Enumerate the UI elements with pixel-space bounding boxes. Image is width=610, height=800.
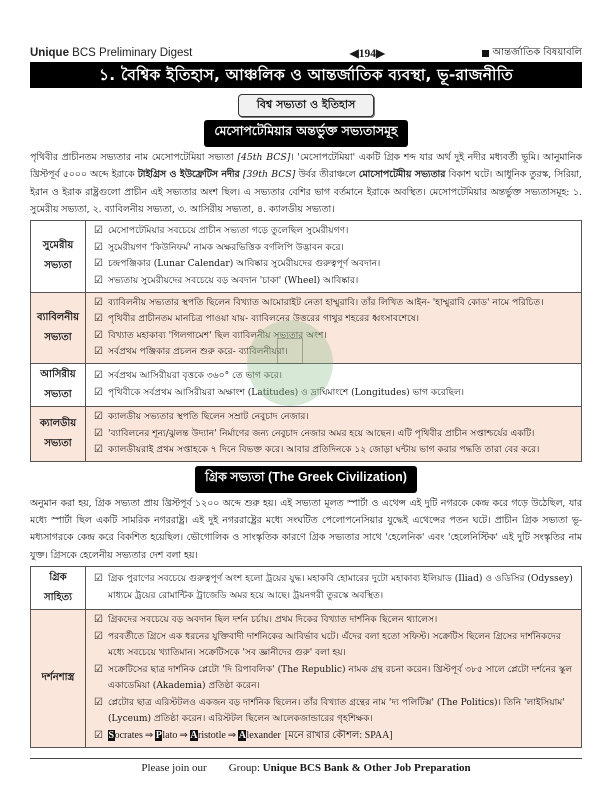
checkbox-icon: ☑ — [94, 346, 103, 358]
row-label-line: ক্যালডীয় — [39, 417, 77, 429]
checkbox-icon: ☑ — [94, 313, 103, 325]
list-item-text: ক্যালডীয় সভ্যতার স্থপতি ছিলেন সম্রাট নেবুচাদ নেজার। — [108, 411, 309, 422]
checkbox-icon: ☑ — [94, 274, 103, 286]
bcs-reference: [45th BCS] — [237, 152, 291, 163]
checkbox-icon: ☑ — [94, 386, 103, 398]
row-content — [86, 406, 582, 461]
list-item-text: চন্দ্রপঞ্জিকার (Lunar Calendar) আবিষ্কার সুমেরীয়দের গুরুত্বপূর্ণ অবদান। — [108, 259, 381, 270]
list-item — [94, 273, 575, 290]
name-rest: ocrates — [114, 730, 143, 742]
intro-text: । 'মেসোপটেমিয়া' একটি গ্রিক শব্দ যার অর্থ দুই নদীর মধ্যবর্তী ভূমি। আনুমানিক খ্রিস্টপূর্ব ৫০০০ অব্দে ইরাকে — [30, 152, 582, 181]
book-brand — [30, 47, 192, 59]
footer-group-label: Group: — [228, 761, 263, 774]
page-footer — [30, 762, 582, 774]
row-content — [86, 609, 582, 747]
intro-bold: টাইগ্রিস ও ইউফ্রেটিস নদীর — [137, 169, 240, 181]
brand-rest: BCS Preliminary Digest — [68, 47, 193, 59]
row-label-line: সভ্যতা — [44, 388, 72, 400]
list-item-text: সভ্যতায় সুমেরীয়দের সবচেয়ে বড় অবদান 'চাকা' (Wheel) আবিষ্কার। — [108, 275, 359, 286]
intro-text: পৃথিবীর প্রাচীনতম সভ্যতার নাম মেসোপটেমিয়া সভ্যতা — [30, 152, 238, 163]
list-item-text: গ্রিকদের সবচেয়ে বড় অবদান ছিল দর্শন চর্চায়। প্রথম দিকের বিখ্যাত দার্শনিক ছিলেন থ্যালেস। — [108, 614, 438, 625]
subtopic-box: বিশ্ব সভ্যতা ও ইতিহাস — [238, 94, 375, 117]
list-item — [94, 571, 575, 604]
row-label-line: গ্রিক — [49, 571, 67, 583]
checkbox-icon: ☑ — [94, 225, 103, 237]
list-item-text: মেসোপটেমিয়ার সবচেয়ে প্রাচীন সভ্যতা গড়ে তুলেছিল সুমেরীয়গণ। — [108, 226, 349, 237]
checkbox-icon: ☑ — [94, 296, 103, 308]
arrow-icon: ⇒ — [227, 730, 237, 742]
row-label-line: ব্যাবিলনীয় — [37, 311, 79, 323]
page-number: ◀194▶ — [349, 48, 385, 60]
name-rest: lato — [162, 730, 178, 742]
checkbox-icon: ☑ — [94, 613, 103, 625]
row-content — [86, 221, 582, 292]
table-row — [31, 566, 582, 609]
list-item-text: ব্যাবিলনীয় সভ্যতার স্থপতি ছিলেন বিখ্যাত আমোরাইট নেতা হাম্মুরাবি। তাঁর লিখিত আইন- 'হাম্মুরাবি কোড' নামে পরিচিত। — [108, 297, 544, 308]
row-label-line: সভ্যতা — [44, 260, 72, 272]
name-initial: A — [238, 730, 246, 742]
list-item — [94, 256, 575, 273]
list-item-text: সক্রেটিসের ছাত্র দার্শনিক প্লেটো 'দি রিপাবলিক' (The Republic) নামক গ্রন্থ রচনা করেন। খ্রিস্টপূর্ব ৩৮৫ সালে প্লেটো দর্শনের স্কুল একাডেমিয়া (Akademia) প্রতিষ্ঠা করেন। — [108, 664, 573, 692]
row-label-line: দর্শনশাস্ত্র — [41, 672, 75, 684]
table-row — [31, 363, 582, 406]
name-initial: P — [155, 730, 162, 742]
table-row — [31, 292, 582, 363]
list-item — [94, 426, 575, 443]
checkbox-icon: ☑ — [94, 241, 103, 253]
greek-intro: অনুমান করা হয়, গ্রিক সভ্যতা প্রায় খ্রিস্টপূর্ব ১২০০ অব্দে শুরু হয়। এই সভ্যতা মূলত স্পার্টা ও এথেন্স এই দুটি নগরকে কেন্দ্র করে গড়ে উঠেছিল, যার মধ্যে স্পার্টা ছিল একটি সামরিক নগররাষ্ট্র। এই দুই নগররাষ্ট্রের মধ্যে সংঘটিত পেলোপনেসিয়ার যুদ্ধেই এথেন্সের পতন ঘটে। প্রাচীন গ্রিক সভ্যতা ভূ-মধ্যসাগরকে কেন্দ্র করে বিকশিত হয়েছিল। ভৌগোলিক ও সাংস্কৃতিক কারণে গ্রিক সভ্যতার সাথে 'হেলেনিক' এবং 'হেলেনিস্টিক' এই দুটি সংস্কৃতির নাম যুক্ত। গ্রিসকে হেলেনীয় সভ্যতার দেশ বলা হয়। — [30, 497, 582, 561]
mesopotamia-table — [30, 220, 582, 462]
list-item — [94, 311, 575, 328]
list-item — [94, 344, 575, 361]
list-item-text: প্লেটোর ছাত্র এরিস্টটলও একজন বড় দার্শনিক ছিলেন। তাঁর বিখ্যাত গ্রন্থের নাম 'দ্য পলিটিক্স' (The Politics)। তিনি 'লাইসিয়াম' (Lyceum) প্রতিষ্ঠা করেন। এরিস্টটল ছিলেন আলেকজান্ডারের গৃহশিক্ষক। — [108, 697, 565, 725]
list-item — [94, 409, 575, 426]
intro-text: উর্বর তীরাঞ্চলে — [298, 169, 359, 181]
checkbox-icon: ☑ — [94, 663, 103, 675]
footer-prefix: Please join our — [141, 761, 207, 774]
list-item-text: সর্বপ্রথম আসিরীয়রা বৃত্তকে ৩৬০° তে ভাগ করে। — [108, 371, 282, 382]
row-label-line: সুমেরীয় — [42, 240, 74, 252]
list-item-text: পৃথিবীর প্রাচীনতম মানচিত্র পাওয়া যায়- ব্যাবিলনের উত্তরের গাথুর শহরের ধ্বংসাবশেষে। — [108, 314, 420, 325]
list-item — [94, 328, 575, 345]
intro-text: বিকাশ ঘটে। আধুনিক তুরস্ক, সিরিয়া, ইরান ও ইরাক রাষ্ট্রগুলো প্রাচীন এই সভ্যতার অংশ ছিল। এ সভ্যতার বেশির ভাগ বর্তমানে ইরাকে অবস্থিত। মেসোপটেমিয়ার অন্তর্ভুক্ত সভ্যতাসমূহ: ১. সুমেরীয় সভ্যতা, ২. ব্যাবিলনীয় সভ্যতা, ৩. আসিরীয় সভ্যতা, ৪. ক্যালডীয় সভ্যতা। — [30, 169, 582, 215]
mesopotamia-intro — [30, 149, 582, 218]
checkbox-icon: ☑ — [94, 573, 103, 585]
row-label — [31, 292, 86, 363]
row-content — [86, 292, 582, 363]
row-label-line: সভ্যতা — [44, 331, 72, 343]
row-label-line: আসিরীয় — [40, 368, 76, 380]
list-item — [94, 442, 575, 459]
section-label — [482, 45, 582, 62]
checkbox-icon: ☑ — [94, 630, 103, 642]
list-item — [94, 695, 575, 728]
list-item — [94, 612, 575, 629]
list-item-text: সর্বপ্রথম পঞ্জিকার প্রচলন শুরু করে- ব্যাবিলনীয়রা। — [108, 347, 288, 358]
footer-divider — [30, 758, 582, 759]
arrow-icon: ⇒ — [179, 730, 188, 742]
checkbox-icon: ☑ — [94, 696, 103, 708]
list-item-text: পৃথিবীকে সর্বপ্রথম আসিরীয়রা অক্ষাংশ (Latitudes) ও দ্রাঘিমাংশে (Longitudes) ভাগ করেছিল। — [108, 387, 464, 398]
row-label — [31, 609, 86, 747]
list-item-text: সুমেরীয়গণ 'কিউনিফর্ম' নামক অক্ষরভিত্তিক বর্ণলিপি উদ্ভাবন করে। — [108, 242, 344, 253]
name-initial: A — [190, 730, 198, 742]
row-label — [31, 406, 86, 461]
brand-bold: Unique — [30, 47, 69, 59]
square-bullet-icon — [482, 50, 489, 57]
checkbox-icon: ☑ — [94, 427, 103, 439]
checkbox-icon: ☑ — [94, 370, 103, 382]
arrow-icon: ⇒ — [144, 730, 154, 742]
row-content — [86, 363, 582, 406]
philosopher-chain — [94, 728, 575, 745]
checkbox-icon: ☑ — [94, 410, 103, 422]
table-row — [31, 406, 582, 461]
greek-title: গ্রিক সভ্যতা (The Greek Civilization) — [195, 466, 417, 493]
list-item-text: গ্রিক পুরাণের সবচেয়ে গুরুত্বপূর্ণ অংশ হলো ট্রয়ের যুদ্ধ। মহাকবি হোমারের দুটো মহাকাব্য ইলিয়াড (Iliad) ও ওডিসির (Odyssey) মাধ্যমে ট্রয়ের রোমান্টিক ট্রাজেডি অমর হয়ে আছে। ট্রয়নগরী তুরস্কে অবস্থিত। — [108, 574, 573, 601]
row-label — [31, 363, 86, 406]
section-label-text: আন্তর্জাতিক বিষয়াবলি — [492, 46, 582, 58]
intro-bold: মোসোপটেমীয় সভ্যতার — [358, 169, 446, 181]
table-row — [31, 221, 582, 292]
document-page — [30, 44, 582, 774]
footer-group-name: Unique BCS Bank & Other Job Preparation — [262, 761, 471, 774]
name-rest: lexander — [246, 730, 281, 742]
list-item — [94, 385, 575, 402]
list-item-text: পরবর্তীতে গ্রিসে এক ধরনের যুক্তিবাদী দার্শনিকের আবির্ভাব ঘটে। এঁদের বলা হতো সফিস্ট। সক্রেটিস ছিলেন গ্রিসের দার্শনিকদের মধ্যে সবচেয়ে খ্যাতিমান। সক্রেটিসকে 'সব জ্ঞানীদের গুরু' বলা হয়। — [108, 631, 561, 659]
list-item — [94, 662, 575, 695]
checkbox-icon: ☑ — [94, 258, 103, 270]
list-item-text: বিখ্যাত মহাকাব্য 'গিলগামেশ' ছিল ব্যাবিলনীয় সভ্যতার অংশ। — [108, 330, 327, 341]
list-item — [94, 368, 575, 385]
checkbox-icon: ☑ — [94, 444, 103, 456]
table-row — [31, 609, 582, 747]
row-content — [86, 566, 582, 609]
mesopotamia-title: মেসোপটেমিয়ার অন্তর্ভুক্ত সভ্যতাসমূহ — [204, 120, 407, 147]
list-item-text: 'ব্যাবিলনের শূন্য/ঝুলন্ত উদ্যান' নির্মাণের জন্য নেবুচাদ নেজার অমর হয়ে আছেন। এটি পৃথিবীর প্রাচীন সপ্তাশ্চর্যের একটি। — [108, 428, 535, 439]
row-label-line: সাহিত্য — [43, 591, 73, 603]
chapter-title: ১. বৈশ্বিক ইতিহাস, আঞ্চলিক ও আন্তর্জাতিক ব্যবস্থা, ভূ-রাজনীতি — [30, 62, 582, 88]
name-initial: S — [108, 730, 115, 742]
greek-table — [30, 566, 582, 748]
checkbox-icon: ☑ — [94, 730, 103, 742]
checkbox-icon: ☑ — [94, 329, 103, 341]
name-rest: ristotle — [198, 730, 226, 742]
page-header — [30, 44, 582, 62]
bcs-reference: [39th BCS] — [239, 169, 299, 181]
list-item — [94, 295, 575, 312]
list-item — [94, 223, 575, 240]
row-label — [31, 221, 86, 292]
list-item — [94, 629, 575, 662]
mnemonic-note: [মনে রাখার কৌশল: SPAA] — [284, 730, 393, 742]
list-item-text: ক্যালডীয়রাই প্রথম সপ্তাহকে ৭ দিনে বিভক্ত করে। আবার প্রতিদিনকে ১২ জোড়া ঘন্টায় ভাগ করার পদ্ধতি তারা বের করে। — [108, 445, 540, 456]
list-item — [94, 240, 575, 257]
row-label-line: সভ্যতা — [44, 437, 72, 449]
row-label — [31, 566, 86, 609]
